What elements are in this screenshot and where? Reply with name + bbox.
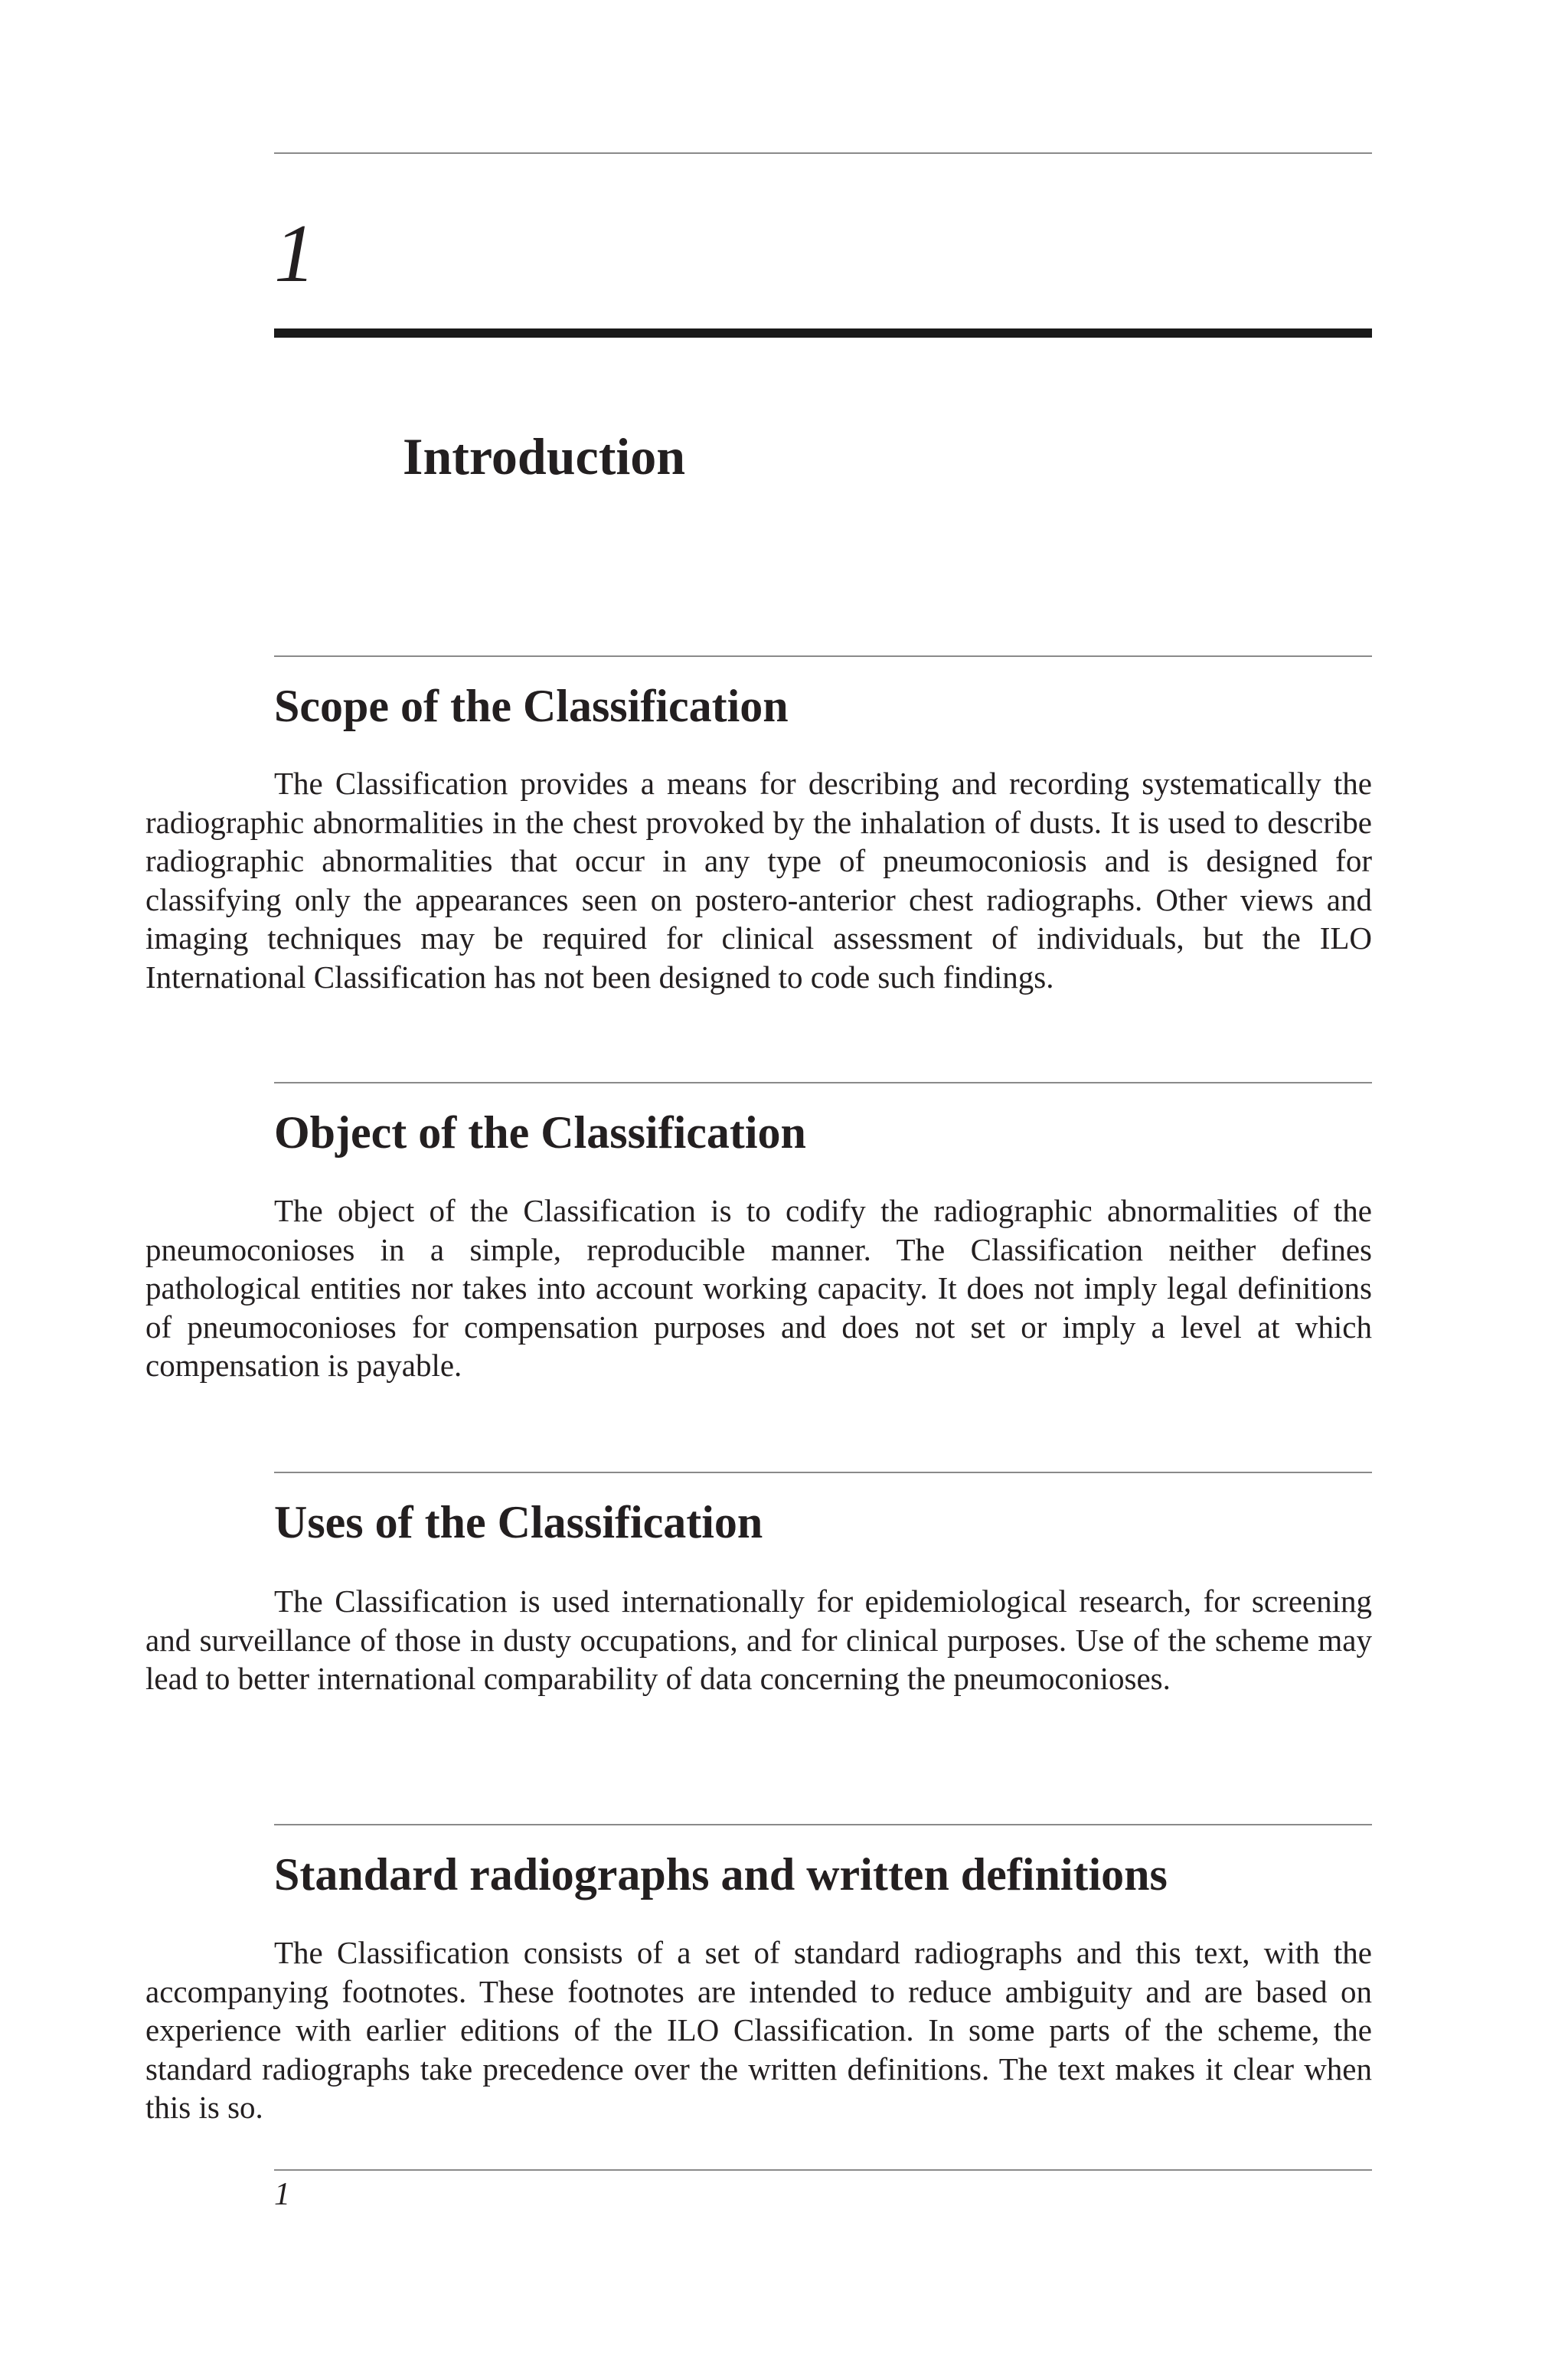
section-rule (274, 1082, 1372, 1083)
top-rule (274, 152, 1372, 154)
section-heading: Uses of the Classification (274, 1497, 763, 1547)
section-paragraph: The Classification consists of a set of standard radiographs and this text, with the accompanying footnotes. These footnotes are intended to reduce ambiguity and are based on experience with earlier editions of the ILO Classification. In some parts of the scheme, the standard radiographs take precedence over the written definitions. The text makes it clear when this is so. (145, 1935, 1372, 2125)
section-paragraph: The Classification provides a means for describing and recording systematically the radiographic abnormalities in the chest provoked by the inhalation of dusts. It is used to describe radiographic abnormalities that occur in any type of pneumoconiosis and is designed for classifying only the appearances seen on postero-anterior chest radiographs. Other views and imaging techniques may be required for clinical assessment of individuals, but the ILO International Classification has not been designed to code such findings. (145, 766, 1372, 995)
chapter-number: 1 (274, 208, 315, 299)
chapter-rule (274, 328, 1372, 338)
section-rule (274, 1824, 1372, 1825)
section-heading: Scope of the Classification (274, 681, 789, 731)
section-rule (274, 655, 1372, 657)
chapter-title: Introduction (403, 427, 686, 485)
section-heading: Object of the Classification (274, 1107, 806, 1158)
footer-rule (274, 2169, 1372, 2171)
page-number: 1 (274, 2177, 290, 2212)
section-paragraph: The object of the Classification is to codify the radiographic abnormalities of the pneumoconioses in a simple, reproducible manner. The Classification neither defines pathological entities nor takes into account working capacity. It does not imply legal definitions of pneumoconioses for compensation purposes and does not set or imply a level at which compensation is payable. (145, 1193, 1372, 1383)
section-paragraph: The Classification is used internationally for epidemiological research, for screening and surveillance of those in dusty occupations, and for clinical purposes. Use of the scheme may lead to better international comparability of data concerning the pneumoconioses. (145, 1583, 1372, 1696)
section-heading: Standard radiographs and written definitions (274, 1849, 1168, 1900)
section-rule (274, 1472, 1372, 1473)
